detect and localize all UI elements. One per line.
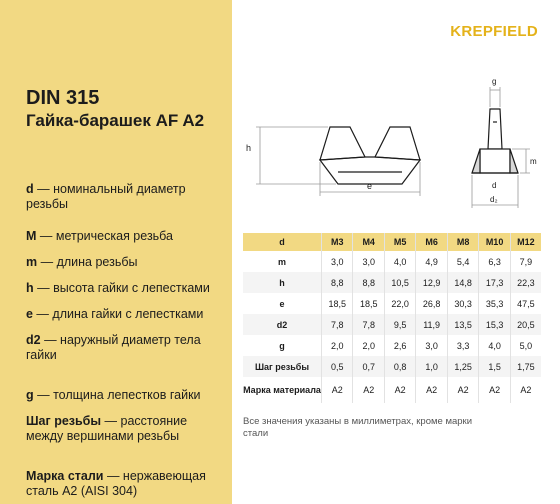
- definition-item: [26, 281, 226, 296]
- dim-label-d2: d₂: [490, 195, 498, 204]
- table-cell: 30,3: [447, 293, 478, 314]
- table-cell: 0,7: [353, 356, 384, 377]
- table-cell: 12,9: [416, 272, 447, 293]
- dim-label-h: h: [246, 143, 252, 153]
- table-cell: 3,0: [322, 251, 353, 272]
- table-cell: 0,5: [322, 356, 353, 377]
- table-cell: 14,8: [447, 272, 478, 293]
- table-row: [243, 251, 541, 272]
- wing-nut-drawing: [232, 62, 560, 222]
- table-cell: 5,0: [519, 340, 533, 351]
- table-cell: 1,25: [447, 356, 478, 377]
- table-cell: 2,0: [322, 335, 353, 356]
- table-cell: 5,4: [447, 251, 478, 272]
- front-view: [320, 127, 420, 184]
- table-cell: A2: [479, 377, 510, 403]
- nut-side-body: [480, 149, 510, 173]
- definition-item: [26, 255, 226, 270]
- table-cell: 7,8: [353, 314, 384, 335]
- dimensions-table: [243, 233, 541, 403]
- table-cell: 7,8: [322, 314, 353, 335]
- table-cell: 4,0: [479, 335, 510, 356]
- table-row: [243, 314, 541, 335]
- dim-label-m: m: [530, 157, 537, 166]
- definition-term: h: [26, 281, 34, 295]
- table-cell: 3,0: [353, 251, 384, 272]
- table-header-cell: M3: [322, 233, 353, 251]
- units-note: Все значения указаны в миллиметрах, кроме марки стали: [243, 416, 473, 439]
- product-standard-title: DIN 315: [26, 87, 100, 109]
- table-cell: 4,0: [384, 251, 415, 272]
- row-label: d2: [243, 314, 322, 335]
- table-row: [243, 335, 541, 356]
- table-cell: 35,3: [479, 293, 510, 314]
- row-label: Марка материала: [243, 377, 322, 403]
- table-cell: 2,6: [384, 335, 415, 356]
- definition-text: — метрическая резьба: [36, 229, 174, 243]
- table-header-row: [243, 233, 541, 251]
- table-cell: 11,9: [416, 314, 447, 335]
- table-header-cell: M6: [416, 233, 447, 251]
- definition-text: — наружный диаметр тела гайки: [26, 333, 201, 362]
- table-cell: 22,3: [510, 272, 541, 293]
- definition-term: d: [26, 182, 34, 196]
- table-cell: 22,0: [384, 293, 415, 314]
- table-row: [243, 377, 541, 403]
- definition-item: [26, 229, 226, 244]
- table-header-cell: M5: [384, 233, 415, 251]
- definition-text: — расстояние между вершинами резьбы: [26, 414, 188, 443]
- definition-item: [26, 307, 226, 322]
- definition-term: e: [26, 307, 33, 321]
- definition-text: — толщина лепестков гайки: [33, 388, 201, 402]
- definition-text: — длина гайки с лепестками: [32, 307, 204, 321]
- table-cell: 8,8: [353, 272, 384, 293]
- table-cell: A2: [416, 377, 447, 403]
- product-name: Гайка-барашек AF A2: [26, 111, 205, 130]
- definition-item: [26, 469, 226, 499]
- table-cell: A2: [520, 385, 532, 395]
- table-cell: 47,5: [517, 298, 535, 309]
- row-label: m: [243, 251, 322, 272]
- definition-text: — длина резьбы: [37, 255, 138, 269]
- table-cell: A2: [384, 377, 415, 403]
- nut-body-outline: [320, 157, 420, 184]
- table-cell: 1,75: [510, 356, 541, 377]
- table-cell: 20,5: [510, 314, 541, 335]
- table-cell: 1,0: [416, 356, 447, 377]
- table-cell: 4,9: [416, 251, 447, 272]
- table-cell: 18,5: [322, 293, 353, 314]
- table-cell: 26,8: [416, 293, 447, 314]
- dim-label-d: d: [492, 181, 497, 190]
- definition-term: g: [26, 388, 34, 402]
- definition-text: — номинальный диаметр резьбы: [26, 182, 186, 211]
- definition-term: Марка стали: [26, 469, 104, 483]
- table-row: [243, 272, 541, 293]
- definition-term: d2: [26, 333, 41, 347]
- row-label: h: [243, 272, 322, 293]
- row-label: Шаг резьбы: [243, 356, 322, 377]
- definition-item: [26, 182, 226, 212]
- definition-term: m: [26, 255, 38, 269]
- table-cell: 0,8: [384, 356, 415, 377]
- dim-label-e: e: [367, 181, 373, 191]
- definition-item: [26, 333, 226, 363]
- definition-item: [26, 414, 226, 444]
- table-cell: 13,5: [447, 314, 478, 335]
- left-wing-outline: [320, 127, 365, 160]
- definition-text: — высота гайки с лепестками: [33, 281, 210, 295]
- table-body: [243, 251, 541, 403]
- table-cell: 9,5: [384, 314, 415, 335]
- table-row: [243, 356, 541, 377]
- description-panel: [0, 0, 232, 504]
- table-cell: A2: [353, 377, 384, 403]
- table-cell: A2: [322, 377, 353, 403]
- brand-logo: KREPFIELD: [450, 23, 538, 40]
- table-header-cell: M12: [510, 233, 541, 251]
- table-cell: 3,3: [447, 335, 478, 356]
- table-header-cell: M8: [447, 233, 478, 251]
- side-view: [472, 109, 518, 173]
- front-dimensions: [256, 127, 420, 196]
- definition-item: [26, 388, 226, 403]
- table-cell: 3,0: [416, 335, 447, 356]
- table-cell: 7,9: [519, 256, 533, 267]
- side-dimensions: [472, 87, 530, 208]
- table-cell: 6,3: [479, 251, 510, 272]
- definition-text: — нержавеющая сталь А2 (AISI 304): [26, 469, 206, 498]
- table-cell: 17,3: [479, 272, 510, 293]
- table-cell: 10,5: [384, 272, 415, 293]
- definitions-list: [26, 182, 226, 499]
- right-wing-outline: [375, 127, 420, 160]
- definition-term: M: [26, 229, 37, 243]
- table-header-cell: d: [243, 233, 322, 251]
- table-cell: 1,5: [479, 356, 510, 377]
- table-cell: 18,5: [353, 293, 384, 314]
- wing-side-outline: [488, 109, 502, 149]
- row-label: e: [243, 293, 322, 314]
- table-cell: 8,8: [322, 272, 353, 293]
- table-header-cell: M4: [353, 233, 384, 251]
- table-cell: 15,3: [479, 314, 510, 335]
- definition-term: Шаг резьбы: [26, 414, 102, 428]
- row-label: g: [243, 335, 322, 356]
- table-cell: 2,0: [353, 335, 384, 356]
- dim-label-g: g: [492, 77, 497, 86]
- table-row: [243, 293, 541, 314]
- table-cell: A2: [447, 377, 478, 403]
- table-header-cell: M10: [479, 233, 510, 251]
